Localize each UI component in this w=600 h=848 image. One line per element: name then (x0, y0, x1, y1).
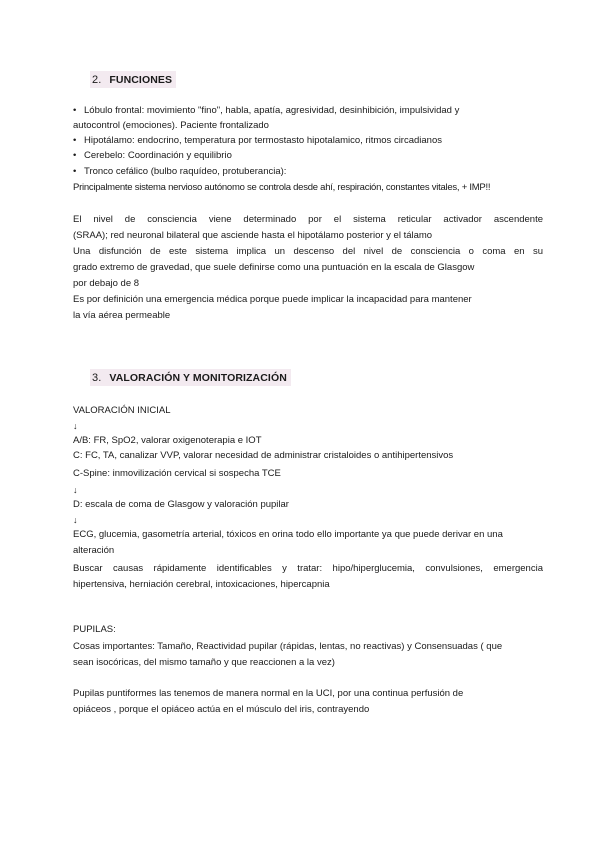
d-line: D: escala de coma de Glasgow y valoración pupilar (73, 499, 289, 510)
section-2-title: FUNCIONES (109, 73, 173, 86)
bullet-icon: • (73, 105, 77, 116)
puntiformes-line: opiáceos , porque el opiáceo actúa en el músculo del iris, contrayendo (73, 704, 370, 715)
paragraph-line: (SRAA); red neuronal bilateral que asciende hasta el hipotálamo posterior y el tálamo (73, 230, 433, 241)
paragraph-line: por debajo de 8 (73, 278, 140, 289)
bullet-text: Cerebelo: Coordinación y equilibrio (84, 150, 232, 161)
bullet-icon: • (73, 150, 77, 161)
cosas-line: sean isocóricas, del mismo tamaño y que reaccionen a la vez) (73, 657, 335, 668)
paragraph-line: grado extremo de gravedad, que suele definirse como una puntuación en la escala de Glasgow (73, 262, 475, 273)
paragraph-line: El nivel de consciencia viene determinado por el sistema reticular activador ascendente (73, 214, 543, 225)
bullet-item (73, 135, 543, 147)
puntiformes-line: Pupilas puntiformes las tenemos de manera normal en la UCI, por una continua perfusión de (73, 688, 464, 699)
cspine-line: C-Spine: inmovilización cervical si sospecha TCE (73, 468, 281, 479)
section-2-heading (90, 71, 176, 88)
section-2-number: 2. (92, 73, 102, 86)
ecg-line: ECG, glucemia, gasometría arterial, tóxicos en orina todo ello importante ya que puede derivar en una (73, 529, 503, 540)
pupilas-label: PUPILAS: (73, 624, 116, 635)
bullet-item (73, 105, 543, 117)
bullet-continuation: autocontrol (emociones). Paciente frontalizado (73, 120, 269, 131)
bullet-icon: • (73, 135, 77, 146)
ecg-line: alteración (73, 545, 115, 556)
down-arrow-icon: ↓ (73, 421, 78, 431)
paragraph-line: Es por definición una emergencia médica porque puede implicar la incapacidad para mantener (73, 294, 472, 305)
principal-line: Principalmente sistema nervioso autónomo se controla desde ahí, respiración, constantes vitales, + IMP!! (73, 182, 491, 193)
buscar-line: hipertensiva, herniación cerebral, intoxicaciones, hipercapnia (73, 579, 330, 590)
down-arrow-icon: ↓ (73, 485, 78, 495)
section-3-heading (90, 369, 291, 386)
ab-line: A/B: FR, SpO2, valorar oxigenoterapia e IOT (73, 435, 262, 446)
section-3-number: 3. (92, 371, 102, 384)
paragraph-line: Una disfunción de este sistema implica un descenso del nivel de consciencia o coma en su (73, 246, 543, 257)
bullet-text: Lóbulo frontal: movimiento "fino", habla, apatía, agresividad, desinhibición, impulsividad y (84, 105, 460, 116)
c-line: C: FC, TA, canalizar VVP, valorar necesidad de administrar cristaloides o antihipertensivos (73, 450, 454, 461)
cosas-line: Cosas importantes: Tamaño, Reactividad pupilar (rápidas, lentas, no reactivas) y Consensuadas ( que (73, 641, 503, 652)
down-arrow-icon: ↓ (73, 515, 78, 525)
bullet-icon: • (73, 166, 77, 177)
bullet-item (73, 150, 543, 162)
bullet-item (73, 166, 543, 178)
buscar-line: Buscar causas rápidamente identificables y tratar: hipo/hiperglucemia, convulsiones, emergencia (73, 563, 543, 574)
paragraph-line: la vía aérea permeable (73, 310, 171, 321)
section-3-title: VALORACIÓN Y MONITORIZACIÓN (109, 371, 287, 384)
bullet-text: Hipotálamo: endocrino, temperatura por termostasto hipotalamico, ritmos circadianos (84, 135, 442, 146)
valoracion-label: VALORACIÓN INICIAL (73, 405, 171, 416)
bullet-text: Tronco cefálico (bulbo raquídeo, protuberancia): (84, 166, 287, 177)
